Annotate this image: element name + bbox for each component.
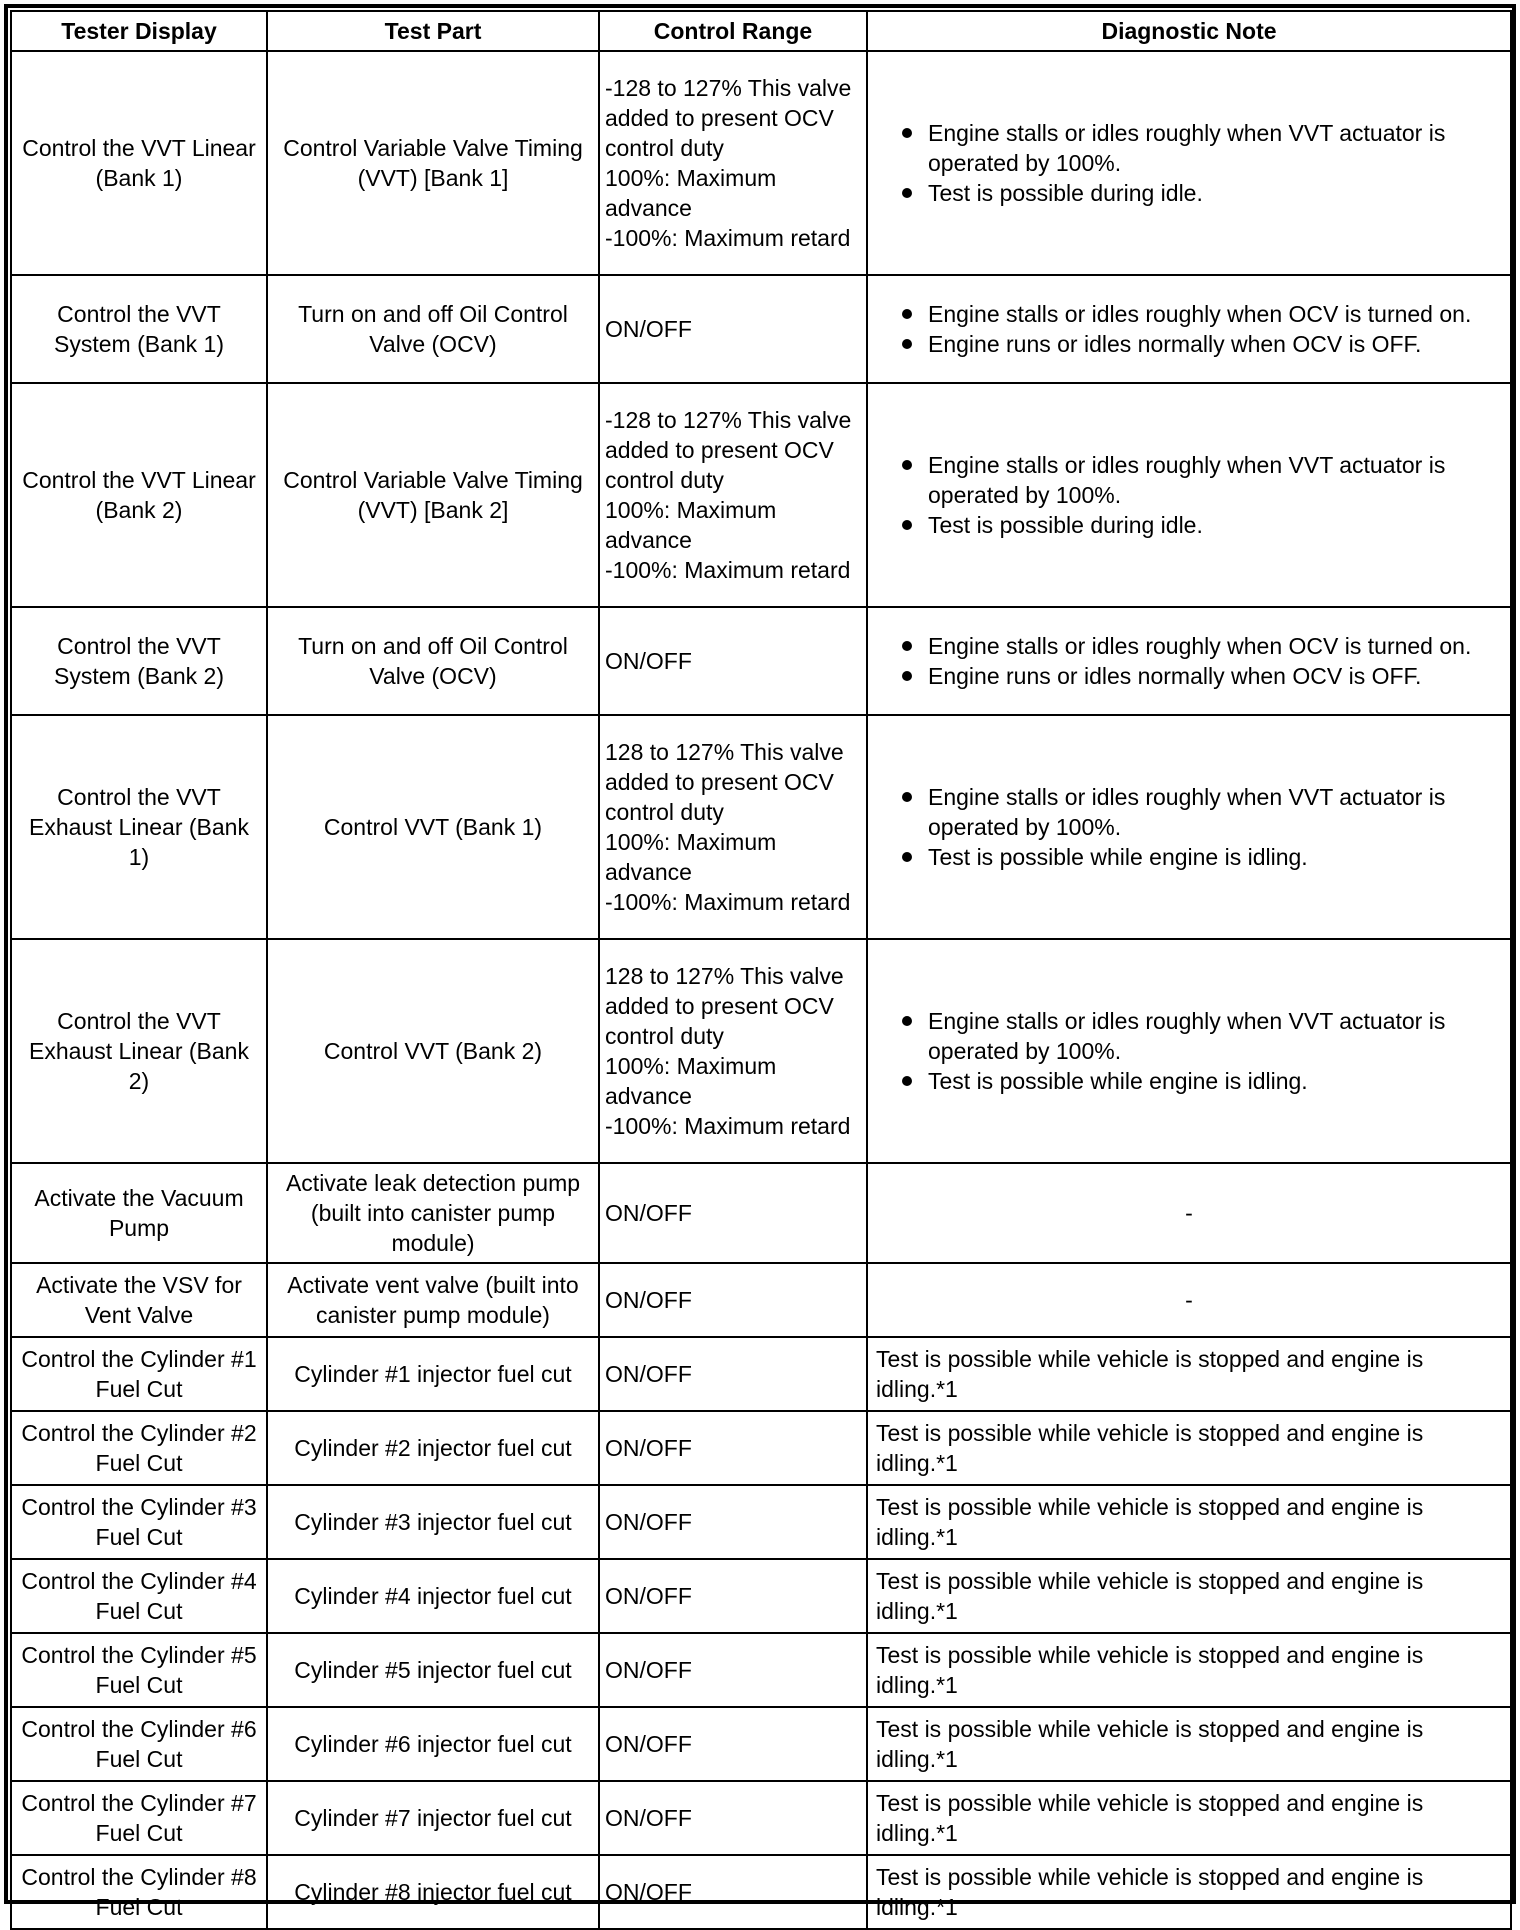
cell-tester-display: Control the Cylinder #5 Fuel Cut <box>11 1633 267 1707</box>
active-test-table <box>10 10 1512 1930</box>
cell-diagnostic-note: Test is possible while vehicle is stopped and engine is idling.*1 <box>867 1633 1511 1707</box>
cell-control-range: ON/OFF <box>599 1263 867 1337</box>
cell-test-part: Control Variable Valve Timing (VVT) [Bank 2] <box>267 383 599 607</box>
cell-test-part: Cylinder #7 injector fuel cut <box>267 1781 599 1855</box>
header-diagnostic-note: Diagnostic Note <box>867 11 1511 51</box>
cell-tester-display: Control the Cylinder #2 Fuel Cut <box>11 1411 267 1485</box>
cell-test-part: Control Variable Valve Timing (VVT) [Bank 1] <box>267 51 599 275</box>
cell-control-range: 128 to 127% This valve added to present OCV control duty 100%: Maximum advance -100%: Maximum retard <box>599 939 867 1163</box>
diagnostic-note-item: Engine runs or idles normally when OCV is OFF. <box>890 329 1502 359</box>
cell-test-part: Activate leak detection pump (built into canister pump module) <box>267 1163 599 1263</box>
table-row <box>11 1485 1511 1559</box>
cell-diagnostic-note: Test is possible while vehicle is stopped and engine is idling.*1 <box>867 1781 1511 1855</box>
table-row <box>11 607 1511 715</box>
header-row <box>11 11 1511 51</box>
header-tester-display: Tester Display <box>11 11 267 51</box>
cell-tester-display: Control the VVT Linear (Bank 1) <box>11 51 267 275</box>
cell-control-range: -128 to 127% This valve added to present OCV control duty 100%: Maximum advance -100%: Maximum retard <box>599 383 867 607</box>
cell-control-range: ON/OFF <box>599 1707 867 1781</box>
cell-diagnostic-note: Test is possible while vehicle is stopped and engine is idling.*1 <box>867 1337 1511 1411</box>
cell-diagnostic-note <box>867 383 1511 607</box>
table-row <box>11 1559 1511 1633</box>
table-row <box>11 1707 1511 1781</box>
diagnostic-note-item: Test is possible while engine is idling. <box>890 842 1502 872</box>
diagnostic-note-list <box>876 631 1502 691</box>
table-row <box>11 1263 1511 1337</box>
table-row <box>11 1781 1511 1855</box>
cell-diagnostic-note <box>867 607 1511 715</box>
cell-diagnostic-note: Test is possible while vehicle is stopped and engine is idling.*1 <box>867 1411 1511 1485</box>
cell-tester-display: Control the Cylinder #6 Fuel Cut <box>11 1707 267 1781</box>
cell-test-part: Cylinder #5 injector fuel cut <box>267 1633 599 1707</box>
cell-test-part: Turn on and off Oil Control Valve (OCV) <box>267 607 599 715</box>
diagnostic-note-list <box>876 782 1502 872</box>
cell-diagnostic-note: Test is possible while vehicle is stopped and engine is idling.*1 <box>867 1485 1511 1559</box>
cell-control-range: -128 to 127% This valve added to present OCV control duty 100%: Maximum advance -100%: Maximum retard <box>599 51 867 275</box>
cell-control-range: ON/OFF <box>599 607 867 715</box>
cell-control-range: ON/OFF <box>599 1411 867 1485</box>
cell-diagnostic-note <box>867 939 1511 1163</box>
cell-diagnostic-note: - <box>867 1163 1511 1263</box>
diagnostic-note-item: Engine stalls or idles roughly when VVT actuator is operated by 100%. <box>890 450 1502 510</box>
table-row <box>11 275 1511 383</box>
cell-test-part: Cylinder #8 injector fuel cut <box>267 1855 599 1929</box>
table-body <box>11 51 1511 1929</box>
diagnostic-note-item: Engine stalls or idles roughly when VVT actuator is operated by 100%. <box>890 118 1502 178</box>
document-page <box>4 4 1516 1920</box>
cell-control-range: ON/OFF <box>599 1855 867 1929</box>
header-test-part: Test Part <box>267 11 599 51</box>
cell-diagnostic-note <box>867 51 1511 275</box>
diagnostic-note-list <box>876 450 1502 540</box>
cell-control-range: ON/OFF <box>599 1485 867 1559</box>
table-row <box>11 1337 1511 1411</box>
diagnostic-note-list <box>876 299 1502 359</box>
cell-tester-display: Control the VVT Exhaust Linear (Bank 1) <box>11 715 267 939</box>
cell-tester-display: Control the VVT System (Bank 2) <box>11 607 267 715</box>
header-control-range: Control Range <box>599 11 867 51</box>
cell-test-part: Cylinder #3 injector fuel cut <box>267 1485 599 1559</box>
cell-test-part: Cylinder #1 injector fuel cut <box>267 1337 599 1411</box>
diagnostic-note-list <box>876 1006 1502 1096</box>
table-row <box>11 1633 1511 1707</box>
cell-diagnostic-note: - <box>867 1263 1511 1337</box>
diagnostic-note-item: Engine runs or idles normally when OCV is OFF. <box>890 661 1502 691</box>
cell-test-part: Cylinder #2 injector fuel cut <box>267 1411 599 1485</box>
table-row <box>11 383 1511 607</box>
cell-control-range: ON/OFF <box>599 1337 867 1411</box>
cell-tester-display: Activate the Vacuum Pump <box>11 1163 267 1263</box>
cell-diagnostic-note <box>867 715 1511 939</box>
diagnostic-note-list <box>876 118 1502 208</box>
cell-test-part: Control VVT (Bank 1) <box>267 715 599 939</box>
cell-tester-display: Activate the VSV for Vent Valve <box>11 1263 267 1337</box>
cell-diagnostic-note: Test is possible while vehicle is stopped and engine is idling.*1 <box>867 1559 1511 1633</box>
cell-test-part: Activate vent valve (built into canister pump module) <box>267 1263 599 1337</box>
cell-control-range: ON/OFF <box>599 1781 867 1855</box>
diagnostic-note-item: Test is possible during idle. <box>890 510 1502 540</box>
table-row <box>11 1163 1511 1263</box>
cell-tester-display: Control the Cylinder #3 Fuel Cut <box>11 1485 267 1559</box>
cell-diagnostic-note: Test is possible while vehicle is stopped and engine is idling.*1 <box>867 1707 1511 1781</box>
cell-tester-display: Control the Cylinder #8 Fuel Cut <box>11 1855 267 1929</box>
table-row <box>11 1411 1511 1485</box>
cell-tester-display: Control the VVT Exhaust Linear (Bank 2) <box>11 939 267 1163</box>
cell-test-part: Cylinder #4 injector fuel cut <box>267 1559 599 1633</box>
cell-tester-display: Control the Cylinder #4 Fuel Cut <box>11 1559 267 1633</box>
table-row <box>11 1855 1511 1929</box>
cell-test-part: Control VVT (Bank 2) <box>267 939 599 1163</box>
cell-test-part: Cylinder #6 injector fuel cut <box>267 1707 599 1781</box>
cell-tester-display: Control the Cylinder #7 Fuel Cut <box>11 1781 267 1855</box>
cell-control-range: ON/OFF <box>599 1163 867 1263</box>
cell-control-range: ON/OFF <box>599 1559 867 1633</box>
diagnostic-note-item: Engine stalls or idles roughly when VVT actuator is operated by 100%. <box>890 782 1502 842</box>
diagnostic-note-item: Test is possible during idle. <box>890 178 1502 208</box>
table-header <box>11 11 1511 51</box>
diagnostic-note-item: Engine stalls or idles roughly when OCV is turned on. <box>890 631 1502 661</box>
cell-test-part: Turn on and off Oil Control Valve (OCV) <box>267 275 599 383</box>
cell-tester-display: Control the VVT Linear (Bank 2) <box>11 383 267 607</box>
cell-control-range: 128 to 127% This valve added to present OCV control duty 100%: Maximum advance -100%: Maximum retard <box>599 715 867 939</box>
cell-diagnostic-note <box>867 275 1511 383</box>
cell-tester-display: Control the Cylinder #1 Fuel Cut <box>11 1337 267 1411</box>
table-row <box>11 715 1511 939</box>
diagnostic-note-item: Engine stalls or idles roughly when OCV is turned on. <box>890 299 1502 329</box>
diagnostic-note-item: Test is possible while engine is idling. <box>890 1066 1502 1096</box>
table-row <box>11 51 1511 275</box>
cell-tester-display: Control the VVT System (Bank 1) <box>11 275 267 383</box>
cell-control-range: ON/OFF <box>599 1633 867 1707</box>
cell-control-range: ON/OFF <box>599 275 867 383</box>
diagnostic-note-item: Engine stalls or idles roughly when VVT actuator is operated by 100%. <box>890 1006 1502 1066</box>
table-row <box>11 939 1511 1163</box>
cell-diagnostic-note: Test is possible while vehicle is stopped and engine is idling.*1 <box>867 1855 1511 1929</box>
